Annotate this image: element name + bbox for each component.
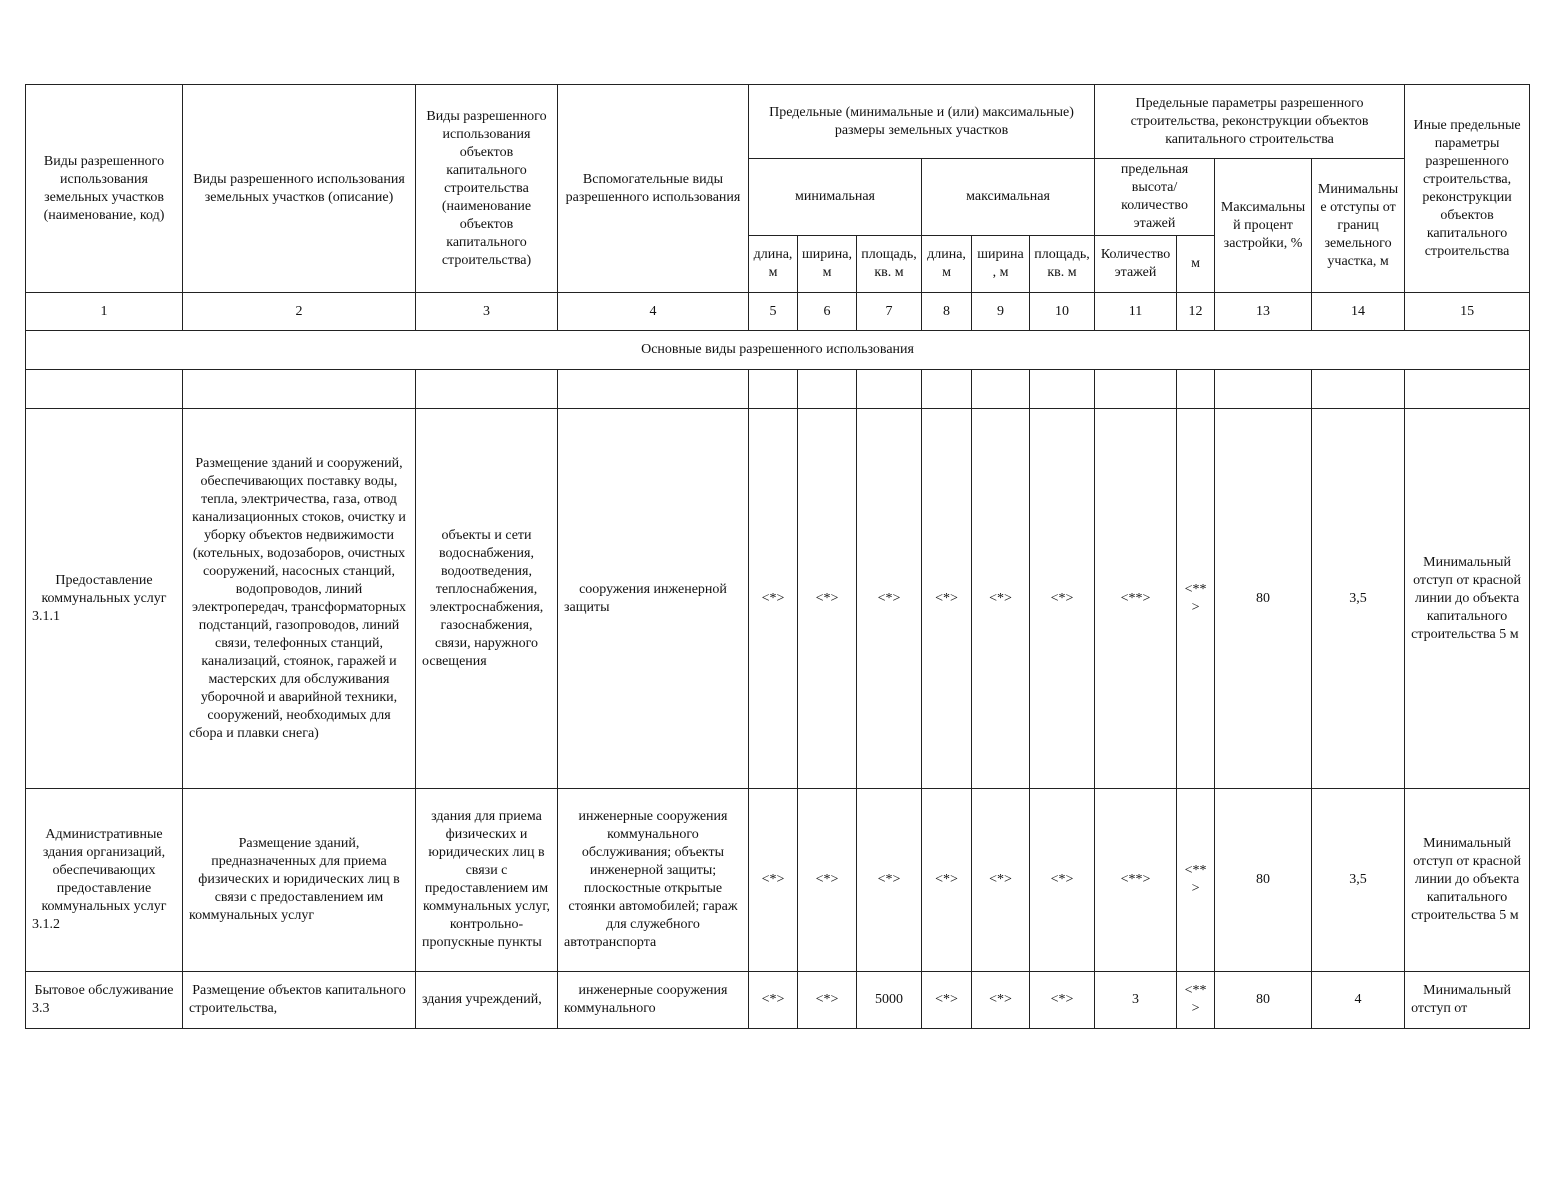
max-length-cell: <*> [922,972,972,1029]
col-number: 5 [749,293,798,331]
max-area-cell: <*> [1030,972,1095,1029]
col-number: 13 [1215,293,1312,331]
col-number: 6 [798,293,857,331]
floors-cell: <**> [1095,409,1177,789]
max-width-cell: <*> [972,409,1030,789]
min-width-cell: <*> [798,972,857,1029]
header-max-width: ширина, м [972,236,1030,293]
max-area-cell: <*> [1030,789,1095,972]
regulation-table [25,84,1530,1029]
capital-objects-cell: здания учреждений, [416,972,558,1029]
floors-cell: <**> [1095,789,1177,972]
header-max: максимальная [922,159,1095,236]
use-description-cell: Размещение зданий и сооружений, обеспечивающих поставку воды, тепла, электричества, газа, отвод канализационных стоков, очистку и уборку объектов недвижимости (котельных, водозаборов, очистных сооружений, насосных станций, водопроводов, линий электропередач, трансформаторных подстанций, газопроводов, линий связи, телефонных станций, канализаций, стоянок, гаражей и мастерских для обслуживания уборочной и аварийной техники, сооружений, необходимых для сбора и плавки снега) [183,409,416,789]
empty-cell [1177,370,1215,409]
other-params-cell: Минимальный отступ от красной линии до объекта капитального строительства 5 м [1405,409,1530,789]
max-width-cell: <*> [972,789,1030,972]
col-number: 10 [1030,293,1095,331]
empty-cell [1312,370,1405,409]
min-width-cell: <*> [798,789,857,972]
min-length-cell: <*> [749,972,798,1029]
empty-cell [1215,370,1312,409]
header-min: минимальная [749,159,922,236]
height-m-cell: <**> [1177,409,1215,789]
floors-cell: 3 [1095,972,1177,1029]
capital-objects-cell: объекты и сети водоснабжения, водоотведения, теплоснабжения, электроснабжения, газоснабжения, связи, наружного освещения [416,409,558,789]
header-c1: Виды разрешенного использования земельных участков (наименование, код) [26,85,183,293]
header-min-length: длина, м [749,236,798,293]
header-row-1 [26,85,1530,159]
use-name-cell: Бытовое обслуживание 3.3 [26,972,183,1029]
min-length-cell: <*> [749,409,798,789]
max-length-cell: <*> [922,789,972,972]
use-description-cell: Размещение объектов капитального строительства, [183,972,416,1029]
capital-objects-cell: здания для приема физических и юридических лиц в связи с предоставлением им коммунальных услуг, контрольно-пропускные пункты [416,789,558,972]
max-percent-cell: 80 [1215,409,1312,789]
col-number: 3 [416,293,558,331]
other-params-cell: Минимальный отступ от [1405,972,1530,1029]
empty-cell [183,370,416,409]
height-m-cell: <**> [1177,972,1215,1029]
header-min-width: ширина, м [798,236,857,293]
max-percent-cell: 80 [1215,972,1312,1029]
auxiliary-uses-cell: инженерные сооружения коммунального обслуживания; объекты инженерной защиты; плоскостные открытые стоянки автомобилей; гараж для служебного автотранспорта [558,789,749,972]
min-length-cell: <*> [749,789,798,972]
min-setback-cell: 3,5 [1312,789,1405,972]
max-length-cell: <*> [922,409,972,789]
col-number: 12 [1177,293,1215,331]
empty-cell [972,370,1030,409]
min-setback-cell: 4 [1312,972,1405,1029]
min-setback-cell: 3,5 [1312,409,1405,789]
min-area-cell: 5000 [857,972,922,1029]
min-area-cell: <*> [857,789,922,972]
min-area-cell: <*> [857,409,922,789]
col-number: 11 [1095,293,1177,331]
section-title: Основные виды разрешенного использования [26,331,1530,370]
auxiliary-uses-cell: инженерные сооружения коммунального [558,972,749,1029]
col-number: 9 [972,293,1030,331]
header-max-percent: Максимальный процент застройки, % [1215,159,1312,293]
header-max-length: длина, м [922,236,972,293]
header-c4: Вспомогательные виды разрешенного использования [558,85,749,293]
col-number: 4 [558,293,749,331]
header-min-area: площадь, кв. м [857,236,922,293]
empty-cell [416,370,558,409]
col-number: 14 [1312,293,1405,331]
table-row [26,972,1530,1029]
table-row [26,409,1530,789]
header-c2: Виды разрешенного использования земельных участков (описание) [183,85,416,293]
height-m-cell: <**> [1177,789,1215,972]
header-group-params: Предельные параметры разрешенного строительства, реконструкции объектов капитального строительства [1095,85,1405,159]
empty-cell [857,370,922,409]
max-percent-cell: 80 [1215,789,1312,972]
auxiliary-uses-cell: сооружения инженерной защиты [558,409,749,789]
table-row [26,789,1530,972]
other-params-cell: Минимальный отступ от красной линии до объекта капитального строительства 5 м [1405,789,1530,972]
empty-cell [1095,370,1177,409]
col-number: 1 [26,293,183,331]
header-group-sizes: Предельные (минимальные и (или) максимальные) размеры земельных участков [749,85,1095,159]
max-area-cell: <*> [1030,409,1095,789]
empty-cell [1405,370,1530,409]
header-height-floors: предельная высота/количество этажей [1095,159,1215,236]
header-c15: Иные предельные параметры разрешенного строительства, реконструкции объектов капитального строительства [1405,85,1530,293]
use-name-cell: Административные здания организаций, обеспечивающих предоставление коммунальных услуг 3.1.2 [26,789,183,972]
empty-cell [558,370,749,409]
empty-cell [749,370,798,409]
col-number: 8 [922,293,972,331]
header-c3: Виды разрешенного использования объектов капитального строительства (наименование объектов капитального строительства) [416,85,558,293]
empty-cell [1030,370,1095,409]
col-number: 7 [857,293,922,331]
empty-cell [798,370,857,409]
empty-cell [26,370,183,409]
min-width-cell: <*> [798,409,857,789]
header-min-setback: Минимальные отступы от границ земельного участка, м [1312,159,1405,293]
empty-cell [922,370,972,409]
header-meters: м [1177,236,1215,293]
header-floors: Количество этажей [1095,236,1177,293]
col-number: 2 [183,293,416,331]
max-width-cell: <*> [972,972,1030,1029]
empty-row [26,370,1530,409]
use-name-cell: Предоставление коммунальных услуг 3.1.1 [26,409,183,789]
use-description-cell: Размещение зданий, предназначенных для приема физических и юридических лиц в связи с предоставлением им коммунальных услуг [183,789,416,972]
column-number-row [26,293,1530,331]
col-number: 15 [1405,293,1530,331]
section-row [26,331,1530,370]
header-max-area: площадь, кв. м [1030,236,1095,293]
